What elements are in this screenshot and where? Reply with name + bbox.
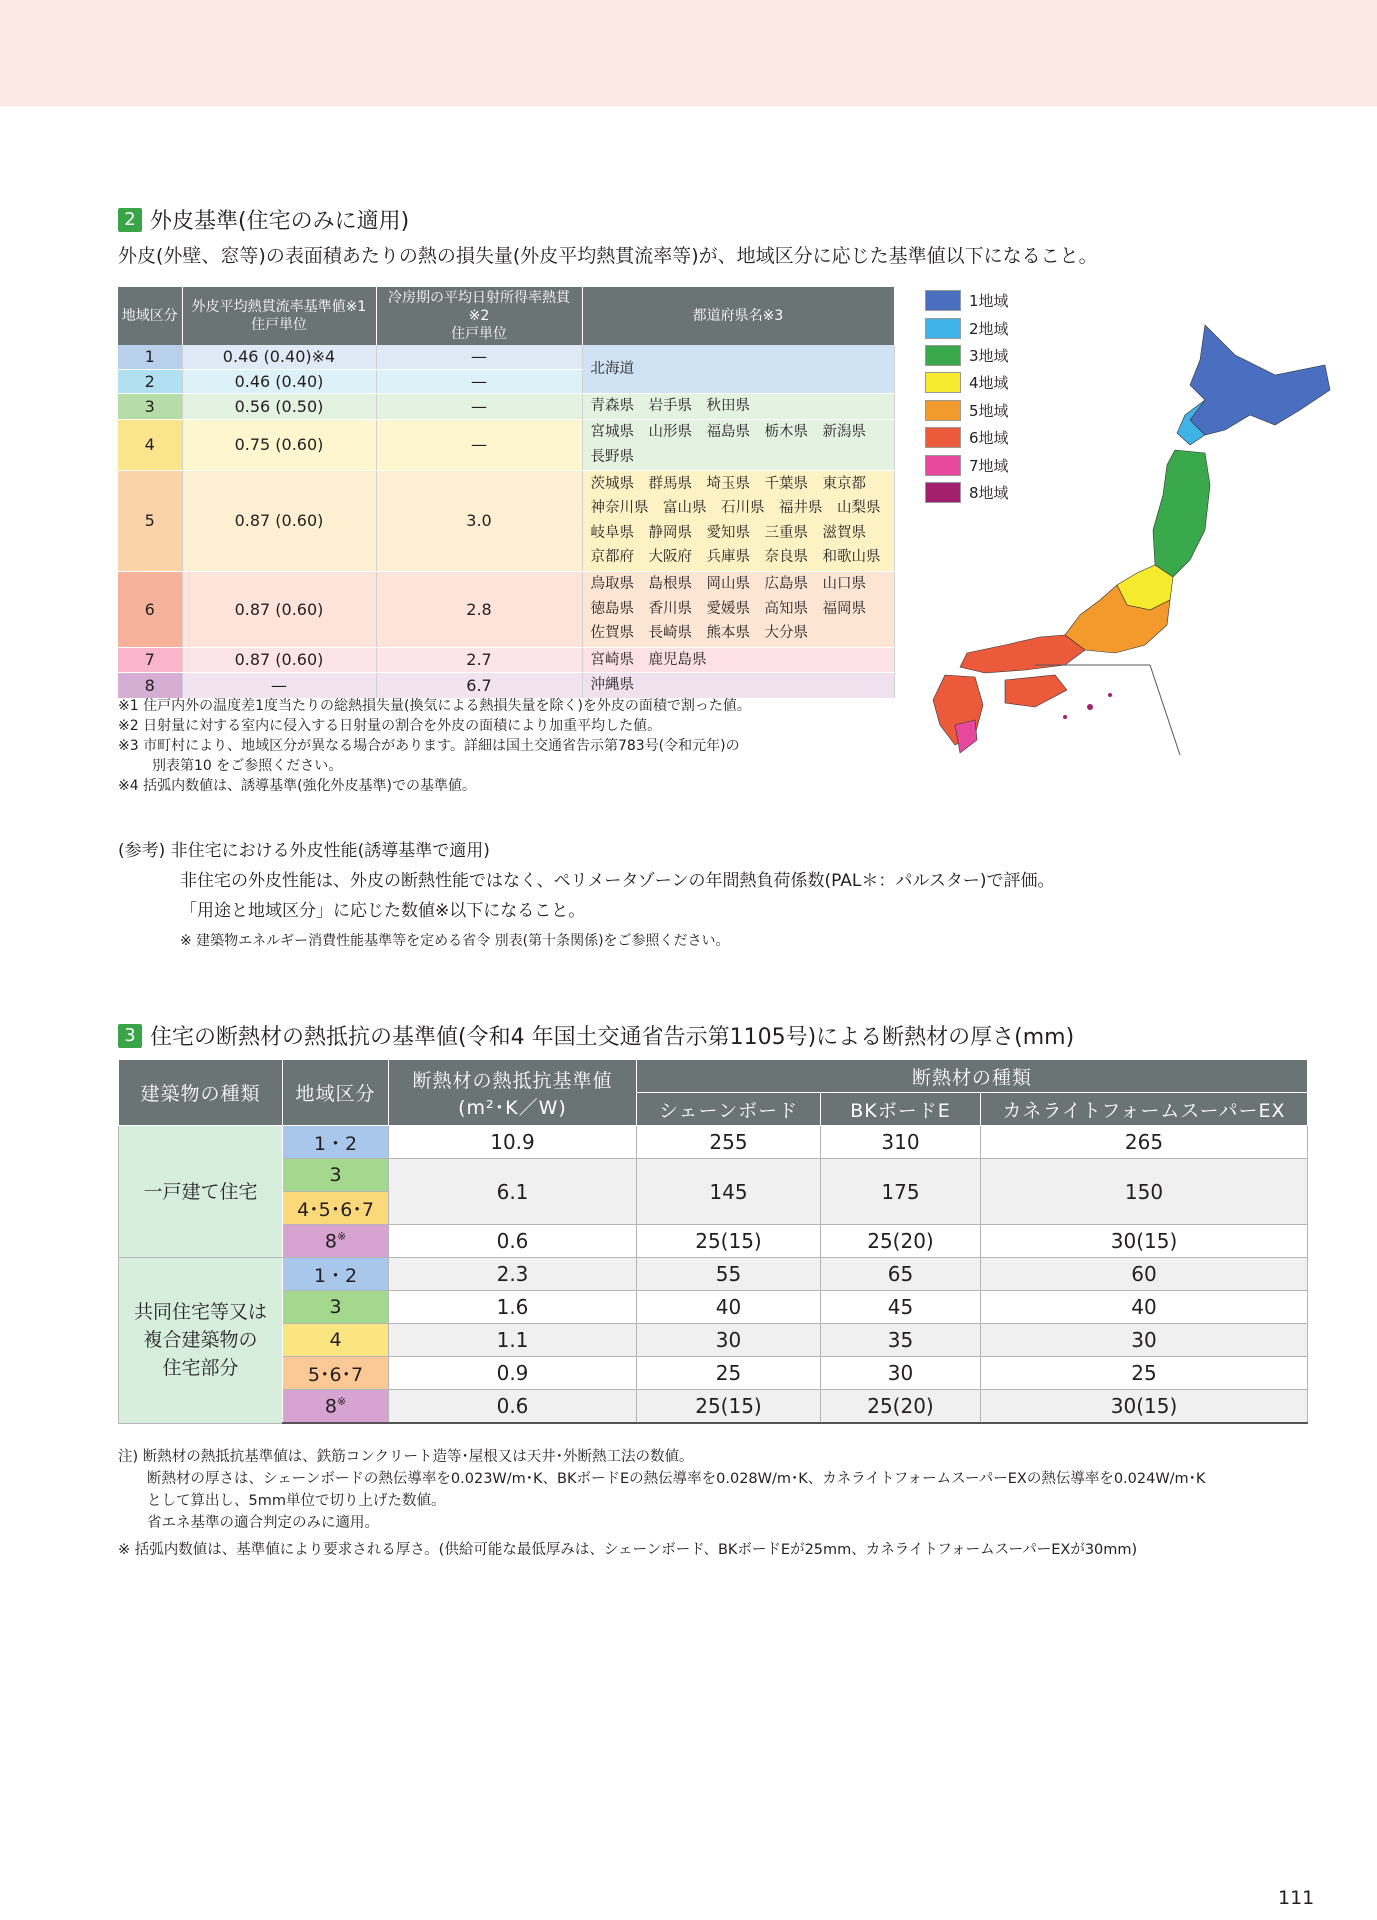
japan-climate-zone-map [905, 315, 1335, 755]
header-col3: カネライトフォームスーパーEX [981, 1093, 1308, 1126]
note: 別表第10 をご参照ください。 [152, 758, 343, 774]
legend-label: 5地域 [969, 401, 1009, 420]
header-thermal-resistance [389, 1060, 637, 1126]
note: 断熱材の厚さは、シェーンボードの熱伝導率を0.023W/m･K、BKボードEの熱伝導率を0.028W/m･K、カネライトフォームスーパーEXの熱伝導率を0.024W/m･K [147, 1471, 1206, 1487]
building-type-cell [119, 1258, 283, 1424]
zone-cell: 1・2 [283, 1258, 389, 1291]
zone-cell: 5･6･7 [283, 1357, 389, 1390]
header-insulation-kinds: 断熱材の種類 [637, 1060, 1308, 1093]
header-eta-line2: 住戸単位 [451, 326, 507, 342]
table-row [119, 1126, 1308, 1159]
table-header-row [118, 287, 894, 345]
note: ※ 括弧内数値は、基準値により要求される厚さ。(供給可能な最低厚みは、シェーンボード、BKボードEが25mm、カネライトフォームスーパーEXが30mm) [118, 1542, 1138, 1558]
value-cell: 45 [821, 1291, 981, 1324]
value-cell: 55 [637, 1258, 821, 1291]
table-row [118, 394, 894, 420]
pref-cell: 青森県 岩手県 秋田県 [582, 394, 894, 420]
note: ※4 括弧内数値は、誘導基準(強化外皮基準)での基準値。 [118, 778, 477, 794]
header-ua-line1: 外皮平均熱貫流率基準値※1 [191, 299, 367, 315]
pref-line: 神奈川県 富山県 石川県 福井県 山梨県 [590, 500, 881, 516]
ua-cell: 0.56 (0.50) [182, 394, 376, 420]
note: ※2 日射量に対する室内に侵入する日射量の割合を外皮の面積により加重平均した値。 [118, 718, 662, 734]
legend-swatch [925, 290, 961, 311]
zone-cell: 6 [118, 571, 182, 647]
value-cell: 65 [821, 1258, 981, 1291]
pref-line: 茨城県 群馬県 埼玉県 千葉県 東京都 [590, 475, 866, 492]
header-zone: 地域区分 [118, 287, 182, 345]
zone-note-mark: ※ [336, 1229, 347, 1243]
table-row [118, 419, 894, 470]
value-cell: 30 [821, 1357, 981, 1390]
section-number-badge: 2 [118, 208, 142, 232]
header-r-line1: 断熱材の熱抵抗基準値 [412, 1069, 613, 1092]
legend-label: 6地域 [969, 429, 1009, 448]
zone-cell: 4 [118, 419, 182, 470]
zone-cell: 1・2 [283, 1126, 389, 1159]
value-cell: 2.3 [389, 1258, 637, 1291]
table-row [119, 1258, 1308, 1291]
pref-line: 鳥取県 島根県 岡山県 広島県 山口県 [590, 576, 866, 593]
section-2-heading [118, 204, 409, 235]
ua-cell: 0.87 (0.60) [182, 647, 376, 673]
legend-label: 7地域 [969, 456, 1009, 475]
value-cell: 25(15) [637, 1390, 821, 1424]
zone-note-mark: ※ [336, 1394, 347, 1408]
table1-notes [118, 696, 751, 796]
note: 注) 断熱材の熱抵抗基準値は、鉄筋コンクリート造等･屋根又は天井･外断熱工法の数値。 [118, 1449, 694, 1465]
map-region-zone6-west [960, 635, 1085, 673]
value-cell: 255 [637, 1126, 821, 1159]
table-row [118, 571, 894, 647]
header-building-type: 建築物の種類 [119, 1060, 283, 1126]
top-band [0, 0, 1377, 106]
table-row [118, 647, 894, 673]
pref-line: 徳島県 香川県 愛媛県 高知県 福岡県 [590, 600, 866, 617]
legend-label: 8地域 [969, 483, 1009, 502]
value-cell: 25(15) [637, 1225, 821, 1258]
note: ※1 住戸内外の温度差1度当たりの総熱損失量(換気による熱損失量を除く)を外皮の面積で割った値。 [118, 698, 751, 714]
eta-cell: — [376, 369, 582, 394]
note: として算出し、5mm単位で切り上げた数値。 [147, 1493, 446, 1509]
zone-cell: 4･5･6･7 [283, 1192, 389, 1225]
value-cell: 40 [981, 1291, 1308, 1324]
zone-cell: 8 [118, 673, 182, 699]
ua-cell: 0.75 (0.60) [182, 419, 376, 470]
envelope-standard-table [118, 287, 895, 699]
value-cell: 310 [821, 1126, 981, 1159]
table-row [119, 1390, 1308, 1424]
value-cell: 25(20) [821, 1390, 981, 1424]
legend-label: 2地域 [969, 319, 1009, 338]
table-row [119, 1291, 1308, 1324]
note: ※3 市町村により、地域区分が異なる場合があります。詳細は国土交通省告示第783号(令和元年)の [118, 738, 740, 754]
value-cell: 0.9 [389, 1357, 637, 1390]
legend-item [925, 287, 1009, 314]
section-title: 外皮基準(住宅のみに適用) [150, 209, 410, 234]
value-cell: 0.6 [389, 1225, 637, 1258]
reference-line: 非住宅の外皮性能は、外皮の断熱性能ではなく、ペリメータゾーンの年間熱負荷係数(PAL＊：パルスター)で評価。 [180, 871, 1055, 891]
header-r-line2: (m²･K／W) [458, 1096, 567, 1119]
table-row [118, 673, 894, 699]
section-title: 住宅の断熱材の熱抵抗の基準値(令和4 年国土交通省告示第1105号)による断熱材の厚さ(mm) [150, 1025, 1075, 1050]
pref-cell [582, 419, 894, 470]
table-header-row [119, 1060, 1308, 1093]
map-region-kyushu-south [955, 720, 977, 753]
section-number-badge: 3 [118, 1024, 142, 1048]
header-eta-line1: 冷房期の平均日射所得率熱貫※2 [388, 290, 570, 324]
value-cell: 25 [981, 1357, 1308, 1390]
header-zone: 地域区分 [283, 1060, 389, 1126]
value-cell: 30(15) [981, 1390, 1308, 1424]
building-type-cell: 一戸建て住宅 [119, 1126, 283, 1258]
note: 省エネ基準の適合判定のみに適用。 [147, 1515, 379, 1531]
header-pref: 都道府県名※3 [582, 287, 894, 345]
legend-label: 4地域 [969, 374, 1009, 393]
table2-notes [118, 1446, 1205, 1561]
zone-cell: 3 [283, 1291, 389, 1324]
eta-cell: 6.7 [376, 673, 582, 699]
ua-cell: 0.46 (0.40)※4 [182, 345, 376, 369]
zone-cell: 3 [283, 1159, 389, 1192]
legend-label: 3地域 [969, 346, 1009, 365]
section-3-heading [118, 1020, 1074, 1051]
building-type-line: 住宅部分 [162, 1357, 239, 1380]
map-island-okinawa [1108, 693, 1112, 697]
value-cell: 30 [637, 1324, 821, 1357]
value-cell: 6.1 [389, 1159, 637, 1225]
value-cell: 25(20) [821, 1225, 981, 1258]
pref-cell: 沖縄県 [582, 673, 894, 699]
reference-note: ※ 建築物エネルギー消費性能基準等を定める省令 別表(第十条関係)をご参照ください。 [180, 933, 730, 949]
reference-title: (参考) 非住宅における外皮性能(誘導基準で適用) [118, 841, 490, 861]
zone-cell: 7 [118, 647, 182, 673]
map-inset-line [1150, 665, 1180, 755]
value-cell: 60 [981, 1258, 1308, 1291]
eta-cell: 2.7 [376, 647, 582, 673]
value-cell: 30 [981, 1324, 1308, 1357]
ua-cell: 0.87 (0.60) [182, 470, 376, 571]
zone-cell [283, 1225, 389, 1258]
eta-cell: — [376, 419, 582, 470]
eta-cell: — [376, 394, 582, 420]
pref-cell [582, 571, 894, 647]
value-cell: 145 [637, 1159, 821, 1225]
table-row [119, 1225, 1308, 1258]
value-cell: 175 [821, 1159, 981, 1225]
map-island-okinawa [1087, 704, 1093, 710]
zone-label: 8 [324, 1395, 337, 1418]
zone-cell: 2 [118, 369, 182, 394]
zone-cell [283, 1390, 389, 1424]
eta-cell: 2.8 [376, 571, 582, 647]
zone-label: 8 [324, 1230, 337, 1253]
page-number: 111 [1278, 1887, 1315, 1909]
header-col1: シェーンボード [637, 1093, 821, 1126]
value-cell: 1.1 [389, 1324, 637, 1357]
value-cell: 265 [981, 1126, 1308, 1159]
value-cell: 1.6 [389, 1291, 637, 1324]
map-region-tohoku [1153, 450, 1210, 577]
map-region-hokkaido [1190, 325, 1330, 435]
pref-cell [582, 470, 894, 571]
insulation-thickness-table [118, 1059, 1308, 1424]
header-ua-line2: 住戸単位 [251, 317, 307, 333]
value-cell: 10.9 [389, 1126, 637, 1159]
value-cell: 30(15) [981, 1225, 1308, 1258]
building-type-line: 共同住宅等又は [133, 1301, 267, 1324]
ua-cell: 0.46 (0.40) [182, 369, 376, 394]
zone-cell: 3 [118, 394, 182, 420]
zone-cell: 1 [118, 345, 182, 369]
map-region-shikoku [1005, 675, 1067, 707]
table-row [118, 470, 894, 571]
pref-line: 佐賀県 長崎県 熊本県 大分県 [590, 625, 808, 642]
value-cell: 40 [637, 1291, 821, 1324]
value-cell: 0.6 [389, 1390, 637, 1424]
header-col2: BKボードE [821, 1093, 981, 1126]
reference-line: 「用途と地域区分」に応じた数値※以下になること。 [180, 901, 586, 921]
map-island-okinawa [1063, 715, 1067, 719]
eta-cell: — [376, 345, 582, 369]
table-row [119, 1324, 1308, 1357]
pref-line: 長野県 [590, 448, 634, 465]
value-cell: 25 [637, 1357, 821, 1390]
zone-cell: 4 [283, 1324, 389, 1357]
ua-cell: — [182, 673, 376, 699]
reference-block [118, 836, 1055, 956]
pref-cell: 宮崎県 鹿児島県 [582, 647, 894, 673]
ua-cell: 0.87 (0.60) [182, 571, 376, 647]
header-eta [376, 287, 582, 345]
pref-cell: 北海道 [582, 345, 894, 394]
table-row [119, 1357, 1308, 1390]
building-type-line: 複合建築物の [143, 1329, 258, 1352]
section-intro: 外皮(外壁、窓等)の表面積あたりの熱の損失量(外皮平均熱貫流率等)が、地域区分に応じた基準値以下になること。 [118, 245, 1098, 267]
legend-label: 1地域 [969, 292, 1009, 311]
value-cell: 150 [981, 1159, 1308, 1225]
eta-cell: 3.0 [376, 470, 582, 571]
table-row [118, 345, 894, 369]
table-row [119, 1159, 1308, 1192]
value-cell: 35 [821, 1324, 981, 1357]
zone-cell: 5 [118, 470, 182, 571]
pref-line: 京都府 大阪府 兵庫県 奈良県 和歌山県 [590, 549, 881, 565]
pref-line: 岐阜県 静岡県 愛知県 三重県 滋賀県 [590, 524, 866, 541]
pref-line: 宮城県 山形県 福島県 栃木県 新潟県 [590, 424, 866, 440]
header-ua [182, 287, 376, 345]
